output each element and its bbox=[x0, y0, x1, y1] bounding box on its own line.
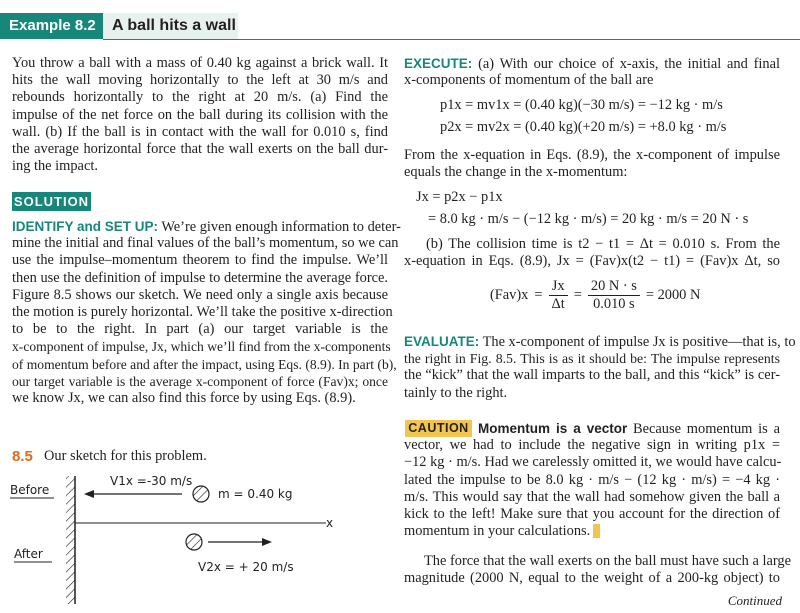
fraction-jx-dt bbox=[549, 278, 568, 313]
equation-force bbox=[490, 278, 700, 313]
caution-badge: CAUTION bbox=[405, 420, 472, 437]
part-b bbox=[404, 236, 780, 270]
closing-line: magnitude (2000 N, equal to the weight of a 200-kg object) to bbox=[404, 570, 780, 587]
problem-line: hits the wall moving horizontally to the left at 30 m/s and bbox=[12, 72, 388, 89]
caution-line: m/s. This would say that the wall had somehow given the ball a bbox=[404, 488, 780, 505]
after-label: After bbox=[14, 547, 43, 561]
closing-line: The force that the wall exerts on the ball must have such a large bbox=[424, 553, 791, 569]
caution-section bbox=[404, 420, 780, 540]
identify-label: IDENTIFY and SET UP: bbox=[12, 219, 159, 234]
figure-sketch bbox=[0, 468, 400, 608]
equation-jx-def: Jx = p2x − p1x bbox=[416, 189, 503, 205]
identify-line: of momentum before and after the impact, using Eqs. (8.9). In part (b), bbox=[12, 356, 397, 372]
example-title: A ball hits a wall bbox=[103, 13, 238, 39]
execute-line: x-components of momentum of the ball are bbox=[404, 72, 654, 89]
wall-hatching bbox=[66, 476, 75, 604]
execute-mid-line: equals the change in the x-momentum: bbox=[404, 164, 628, 181]
caution-line: momentum in your calculations. bbox=[404, 523, 591, 540]
identify-line: we know Jx, we can also find this force by using Eqs. (8.9). bbox=[12, 389, 356, 406]
figure-number: 8.5 bbox=[12, 448, 33, 465]
closing-paragraph bbox=[404, 553, 791, 587]
fraction-numerator: Jx bbox=[549, 278, 568, 296]
identify-first-text: We’re given enough information to deter- bbox=[158, 219, 401, 235]
ball-before bbox=[193, 486, 209, 502]
identify-line: then use the definition of impulse to determine the average force. bbox=[12, 269, 388, 286]
problem-line: You throw a ball with a mass of 0.40 kg against a brick wall. It bbox=[12, 55, 388, 71]
equals-sign: = bbox=[573, 287, 582, 303]
equation-p1x: p1x = mv1x = (0.40 kg)(−30 m/s) = −12 kg · m/s bbox=[440, 97, 723, 113]
evaluate-first-line bbox=[404, 333, 796, 350]
caution-title: Momentum is a vector bbox=[478, 421, 628, 436]
problem-line: the average horizontal force that the wall exerts on the ball dur- bbox=[12, 140, 388, 157]
identify-line: the motion is purely horizontal. We’ll take the positive x-direction bbox=[12, 303, 393, 320]
identify-line: Figure 8.5 shows our sketch. We need only a single axis because bbox=[12, 286, 388, 303]
fraction-denominator: Δt bbox=[551, 296, 565, 312]
fraction-values bbox=[588, 278, 640, 313]
evaluate-label: EVALUATE: bbox=[404, 334, 480, 349]
x-axis-label: x bbox=[326, 516, 334, 530]
solution-badge: SOLUTION bbox=[13, 194, 90, 209]
evaluate-line: the right in Fig. 8.5. This is as it should be: The impulse represents bbox=[404, 351, 780, 367]
force-rhs: = 2000 N bbox=[645, 287, 701, 303]
example-badge: Example 8.2 bbox=[0, 13, 103, 39]
caution-line: kick to the left! Make sure that you account for the direction of bbox=[404, 505, 780, 522]
equation-p2x: p2x = mv2x = (0.40 kg)(+20 m/s) = +8.0 kg · m/s bbox=[440, 119, 727, 135]
v1-arrowhead bbox=[84, 490, 94, 498]
identify-line: x-component of impulse, Jx, which we’ll find from the x-components bbox=[12, 339, 391, 355]
evaluate-line: the “kick” that the wall imparts to the ball, and this “kick” is cer- bbox=[404, 367, 780, 384]
equals-sign: = bbox=[534, 287, 543, 303]
problem-line: ing the impact. bbox=[12, 158, 98, 175]
caution-first-line bbox=[404, 420, 780, 437]
before-label: Before bbox=[10, 483, 50, 497]
identify-section bbox=[12, 218, 401, 407]
problem-line: wall. (b) If the ball is in contact with the wall for 0.010 s, find bbox=[12, 123, 388, 140]
problem-line: impulse of the net force on the ball during its collision with the bbox=[12, 106, 388, 123]
caution-line: vector, we had to include the negative sign in writing p1x = bbox=[404, 437, 780, 454]
execute-mid bbox=[404, 147, 780, 181]
header-rule bbox=[103, 39, 800, 40]
evaluate-section bbox=[404, 333, 796, 402]
equation-jx-value: = 8.0 kg · m/s − (−12 kg · m/s) = 20 kg · m/s = 20 N · s bbox=[428, 211, 749, 227]
execute-mid-line: From the x-equation in Eqs. (8.9), the x-component of impulse bbox=[404, 147, 780, 163]
caution-line: −12 kg · m/s. Had we carelessly omitted it, we would have calcu- bbox=[404, 454, 782, 471]
identify-first-line bbox=[12, 218, 401, 235]
problem-statement bbox=[12, 55, 388, 175]
v2-arrowhead bbox=[262, 538, 272, 546]
force-lhs: (Fav)x bbox=[490, 287, 529, 303]
identify-line: mine the initial and final values of the ball’s momentum, so we can bbox=[12, 235, 399, 252]
identify-line: our target variable is the average x-component of force (Fav)x; once bbox=[12, 373, 388, 389]
fraction-denominator: 0.010 s bbox=[593, 296, 635, 312]
part-b-line: x-equation in Eqs. (8.9), Jx = (Fav)x(t2 − t1) = (Fav)x Δt, so bbox=[404, 253, 780, 270]
execute-first-text: (a) With our choice of x-axis, the initial and final bbox=[472, 56, 780, 72]
caution-end-marker bbox=[593, 524, 600, 538]
identify-line: to be to the right. In part (a) our target variable is the bbox=[12, 321, 388, 338]
execute-label: EXECUTE: bbox=[404, 56, 473, 71]
evaluate-first-text: The x-component of impulse Jx is positive—that is, to bbox=[479, 334, 796, 350]
execute-intro bbox=[404, 55, 780, 89]
ball-after bbox=[186, 534, 202, 550]
mass-label: m = 0.40 kg bbox=[218, 487, 293, 501]
fraction-numerator: 20 N · s bbox=[588, 278, 640, 296]
v2-label: V2x = + 20 m/s bbox=[198, 560, 294, 574]
caution-first-text: Because momentum is a bbox=[627, 421, 780, 437]
figure-caption: Our sketch for this problem. bbox=[44, 448, 207, 464]
part-b-line: (b) The collision time is t2 − t1 = Δt = 0.010 s. From the bbox=[426, 236, 780, 252]
problem-line: rebounds horizontally to the right at 20 m/s. (a) Find the bbox=[12, 89, 388, 106]
continued-label: Continued bbox=[727, 593, 782, 608]
evaluate-line: tainly to the right. bbox=[404, 384, 508, 401]
execute-first-line bbox=[404, 55, 780, 72]
identify-line: use the impulse–momentum theorem to find the impulse. We’ll bbox=[12, 252, 388, 269]
v1-label: V1x =-30 m/s bbox=[110, 474, 193, 488]
caution-line: lated the impulse to be 8.0 kg · m/s − (12 kg · m/s) = −4 kg · bbox=[404, 471, 780, 488]
